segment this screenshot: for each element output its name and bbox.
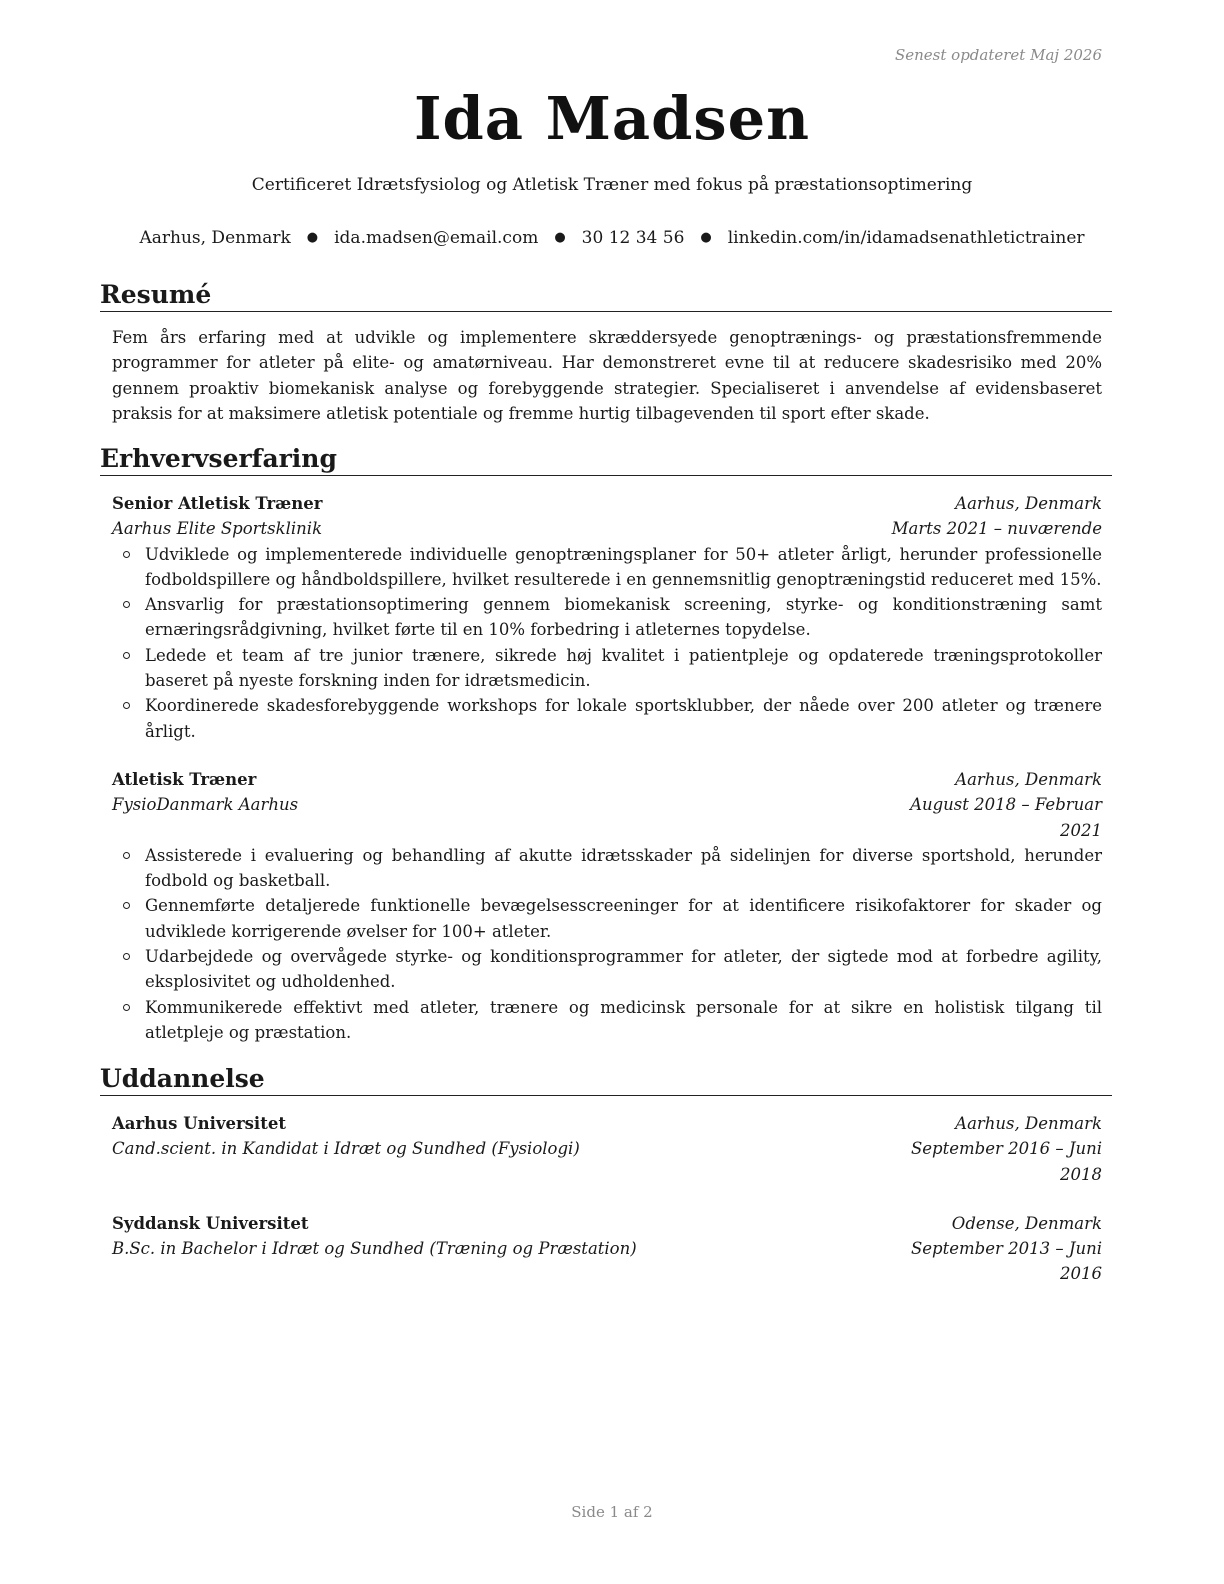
degree: B.Sc. in Bachelor i Idræt og Sundhed (Træning og Præstation)	[112, 1239, 637, 1259]
job-location: Aarhus, Denmark	[955, 769, 1102, 789]
education-dates: September 2013 – Juni 2016	[910, 1239, 1102, 1284]
education-entry	[112, 1111, 1102, 1187]
resume-text: Fem års erfaring med at udvikle og implementere skræddersyede genoptrænings- og præstationsfremmende programmer for atleter på elite- og amatørniveau. Har demonstreret evne til at reducere skadesrisiko med 20% gennem proaktiv biomekanisk analyse og forebyggende strategier. Specialiseret i anvendelse af evidensbaseret praksis for at maksimere atletisk potentiale og fremme hurtig tilbagevenden til sport efter skade.	[112, 328, 1102, 423]
professional-title: Certificeret Idrætsfysiolog og Atletisk Træner med fokus på præstationsoptimering	[251, 175, 973, 195]
job-company: FysioDanmark Aarhus	[112, 795, 299, 815]
job-dates: August 2018 – Februar 2021	[910, 795, 1102, 840]
bullet-circle-icon	[123, 902, 130, 909]
bullet-circle-icon	[123, 601, 130, 608]
candidate-name: Ida Madsen	[413, 84, 811, 153]
contact-linkedin[interactable]: linkedin.com/in/idamadsenathletictrainer	[727, 228, 1085, 248]
list-item: Ledede et team af tre junior trænere, sikrede høj kvalitet i patientpleje og opdaterede træningsprotokoller baseret på nyeste forskning inden for idrætsmedicin.	[112, 643, 1102, 694]
separator-bullet: ●	[306, 230, 319, 245]
last-updated-note: Senest opdateret Maj 2026	[894, 46, 1102, 64]
degree: Cand.scient. in Kandidat i Idræt og Sundhed (Fysiologi)	[112, 1139, 580, 1159]
job-bullets	[112, 542, 1102, 744]
section-heading-education: Uddannelse	[100, 1064, 1112, 1096]
job-location: Aarhus, Denmark	[955, 494, 1102, 513]
school-location: Odense, Denmark	[951, 1213, 1102, 1233]
separator-bullet: ●	[554, 230, 566, 245]
list-item: Udarbejdede og overvågede styrke- og konditionsprogrammer for atleter, der sigtede mod at forbedre agility, eksplosivitet og udholdenhed.	[112, 944, 1102, 995]
bullet-circle-icon	[123, 551, 130, 558]
contact-location: Aarhus, Denmark	[139, 228, 291, 248]
job-company: Aarhus Elite Sportsklinik	[112, 519, 323, 539]
education-dates: September 2016 – Juni 2018	[910, 1139, 1102, 1184]
contact-phone: 30 12 34 56	[581, 228, 685, 248]
list-item: Koordinerede skadesforebyggende workshops for lokale sportsklubber, der nåede over 200 atleter og trænere årligt.	[112, 693, 1102, 744]
list-item: Assisterede i evaluering og behandling af akutte idrætsskader på sidelinjen for diverse sportshold, herunder fodbold og basketball.	[112, 843, 1102, 894]
education-section	[100, 1064, 1112, 1287]
section-heading-resume: Resumé	[100, 280, 1112, 312]
bullet-circle-icon	[123, 652, 130, 659]
school-name: Aarhus Universitet	[112, 1114, 286, 1133]
section-heading-experience: Erhvervserfaring	[100, 444, 1112, 476]
school-name: Syddansk Universitet	[112, 1213, 309, 1233]
list-item: Kommunikerede effektivt med atleter, trænere og medicinsk personale for at sikre en holistisk tilgang til atletpleje og præstation.	[112, 995, 1102, 1046]
school-location: Aarhus, Denmark	[955, 1114, 1102, 1133]
experience-section	[100, 444, 1112, 1045]
bullet-circle-icon	[123, 852, 130, 859]
list-item: Gennemførte detaljerede funktionelle bevægelsesscreeninger for at identificere risikofaktorer for skader og udviklede korrigerende øvelser for 100+ atleter.	[112, 893, 1102, 944]
job-dates: Marts 2021 – nuværende	[891, 519, 1102, 539]
job-entry	[112, 767, 1102, 1045]
resume-section	[100, 280, 1112, 426]
job-bullets	[112, 843, 1102, 1045]
list-item: Ansvarlig for præstationsoptimering gennem biomekanisk screening, styrke- og konditionstræning samt ernæringsrådgivning, hvilket førte til en 10% forbedring i atleternes topydelse.	[112, 592, 1102, 643]
job-entry	[112, 491, 1102, 744]
contact-email[interactable]: ida.madsen@email.com	[334, 228, 539, 248]
page-number: Side 1 af 2	[571, 1503, 653, 1521]
separator-bullet: ●	[700, 230, 712, 245]
job-title: Senior Atletisk Træner	[112, 494, 323, 513]
bullet-circle-icon	[123, 1004, 130, 1011]
bullet-circle-icon	[123, 702, 130, 709]
contact-line	[0, 228, 1224, 248]
list-item: Udviklede og implementerede individuelle genoptræningsplaner for 50+ atleter årligt, herunder professionelle fodboldspillere og håndboldspillere, hvilket resulterede i en gennemsnitlig genoptræningstid reduceret med 15%.	[112, 542, 1102, 593]
bullet-circle-icon	[123, 953, 130, 960]
job-title: Atletisk Træner	[112, 769, 257, 789]
education-entry	[112, 1211, 1102, 1287]
